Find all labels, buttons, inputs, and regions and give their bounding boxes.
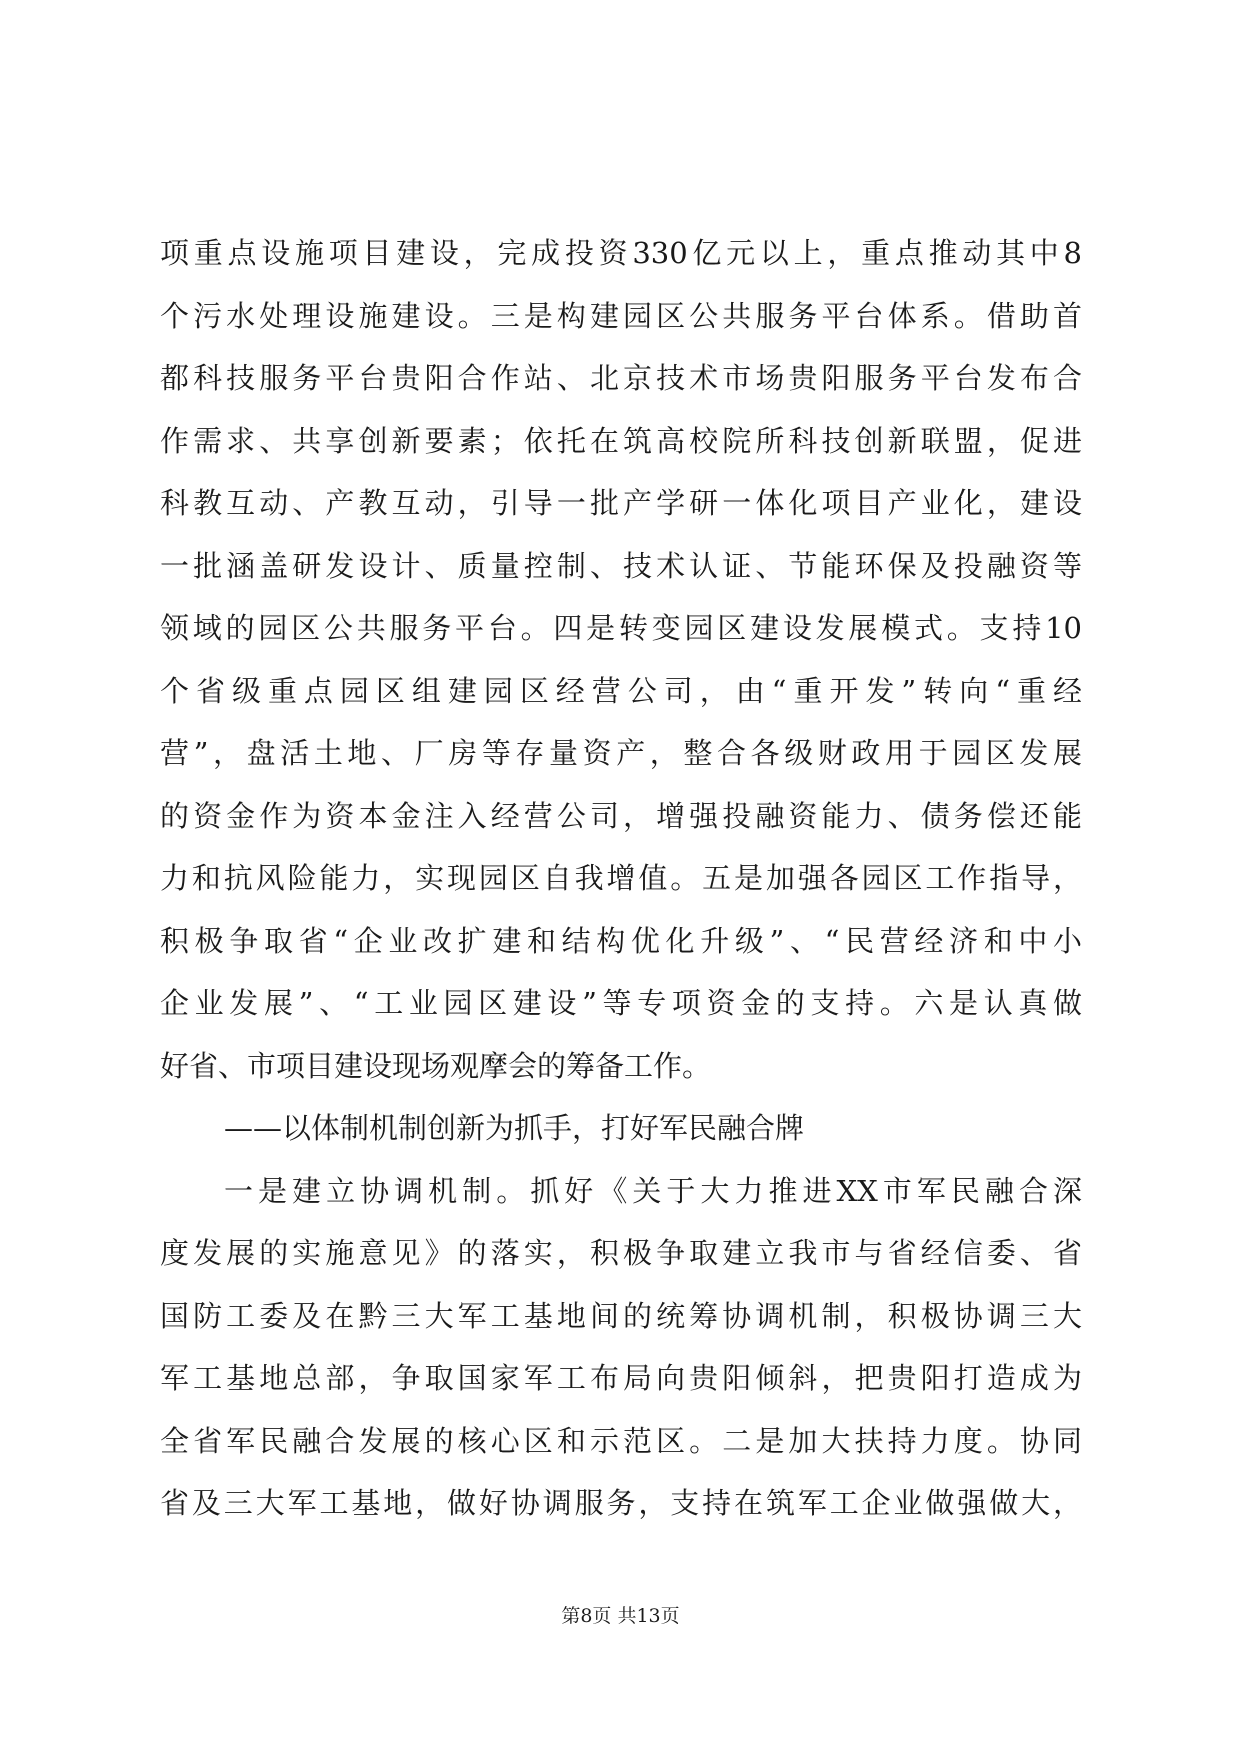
text-line: 都科技服务平台贵阳合作站、北京技术市场贵阳服务平台发布合 [160, 361, 1082, 395]
section-heading: ——以体制机制创新为抓手，打好军民融合牌 [224, 1111, 805, 1145]
text-line: 力和抗风险能力，实现园区自我增值。五是加强各园区工作指导， [160, 861, 1082, 895]
text-line: 军工基地总部，争取国家军工布局向贵阳倾斜，把贵阳打造成为 [160, 1361, 1082, 1395]
text-line: 全省军民融合发展的核心区和示范区。二是加大扶持力度。协同 [160, 1423, 1082, 1458]
text-line: 科教互动、产教互动，引导一批产学研一体化项目产业化，建设 [160, 486, 1082, 520]
text-line: 好省、市项目建设现场观摩会的筹备工作。 [160, 1048, 712, 1083]
text-line: 个污水处理设施建设。三是构建园区公共服务平台体系。借助首 [160, 298, 1082, 333]
text-line: 项重点设施项目建设，完成投资330亿元以上，重点推动其中8 [160, 236, 1082, 270]
text-line: 的资金作为资本金注入经营公司，增强投融资能力、债务偿还能 [160, 798, 1082, 833]
text-line: 作需求、共享创新要素；依托在筑高校院所科技创新联盟，促进 [160, 423, 1082, 458]
text-line: 领域的园区公共服务平台。四是转变园区建设发展模式。支持10 [160, 611, 1082, 645]
text-line: 一批涵盖研发设计、质量控制、技术认证、节能环保及投融资等 [160, 548, 1082, 583]
text-line: 国防工委及在黔三大军工基地间的统筹协调机制，积极协调三大 [160, 1298, 1082, 1333]
body-text [160, 222, 1082, 1535]
text-line: 积极争取省“企业改扩建和结构优化升级”、“民营经济和中小 [160, 923, 1082, 958]
text-line: 营”，盘活土地、厂房等存量资产，整合各级财政用于园区发展 [160, 736, 1082, 770]
text-line: 度发展的实施意见》的落实，积极争取建立我市与省经信委、省 [160, 1236, 1082, 1270]
text-line: 省及三大军工基地，做好协调服务，支持在筑军工企业做强做大， [160, 1486, 1082, 1520]
text-line: 企业发展”、“工业园区建设”等专项资金的支持。六是认真做 [160, 986, 1082, 1020]
text-line: 一是建立协调机制。抓好《关于大力推进XX市军民融合深 [224, 1173, 1082, 1208]
page-number-footer: 第8页 共13页 [561, 1605, 680, 1627]
text-line: 个省级重点园区组建园区经营公司，由“重开发”转向“重经 [160, 673, 1082, 708]
